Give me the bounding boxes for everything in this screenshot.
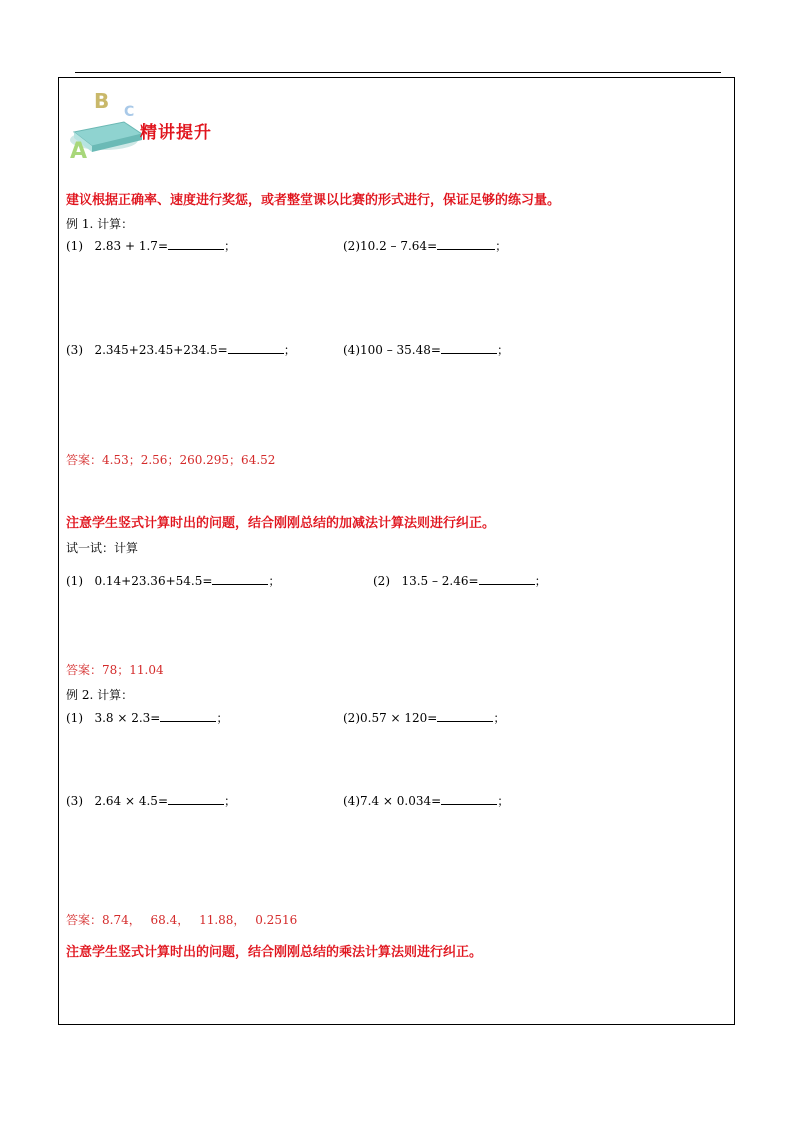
answer-blank[interactable] (168, 793, 224, 805)
item-end: ； (216, 711, 229, 725)
item-number: (3) (66, 343, 83, 357)
example2-item-2 (343, 709, 505, 726)
example1-item-3 (66, 341, 296, 358)
example1-item-4 (343, 341, 509, 358)
example1-title: 例 1. 计算： (66, 217, 134, 231)
item-number: (4) (343, 343, 360, 357)
answer-blank[interactable] (479, 573, 535, 585)
tryit-title: 试一试：计算 (66, 541, 139, 555)
item-end: ； (283, 343, 296, 357)
svg-text:A: A (70, 139, 88, 160)
item-end: ； (224, 239, 237, 253)
item-number: (2) (343, 711, 360, 725)
item-end: ； (497, 794, 510, 808)
answer-blank[interactable] (168, 238, 224, 250)
example1-item-1 (66, 237, 236, 254)
tryit-item-1 (66, 572, 280, 589)
item-expression: 0.57 × 120= (360, 711, 438, 725)
item-end: ； (493, 711, 506, 725)
item-expression: 3.8 × 2.3= (94, 711, 161, 725)
answer-blank[interactable] (160, 710, 216, 722)
section-title: 精讲提升 (140, 123, 212, 143)
example2-item-1 (66, 709, 228, 726)
example2-item-4 (343, 792, 509, 809)
multiplication-note: 注意学生竖式计算时出的问题，结合刚刚总结的乘法计算法则进行纠正。 (66, 945, 483, 960)
content-frame (58, 77, 735, 1025)
item-expression: 13.5 – 2.46= (401, 574, 479, 588)
item-number: (2) (343, 239, 360, 253)
item-expression: 7.4 × 0.034= (360, 794, 442, 808)
answer-blank[interactable] (212, 573, 268, 585)
abc-book-logo-icon (66, 88, 146, 160)
item-end: ； (495, 239, 508, 253)
answer-blank[interactable] (441, 793, 497, 805)
svg-text:C: C (124, 104, 135, 120)
item-expression: 0.14+23.36+54.5= (94, 574, 213, 588)
item-expression: 10.2 – 7.64= (360, 239, 438, 253)
item-expression: 100 – 35.48= (360, 343, 441, 357)
answer-blank[interactable] (228, 342, 284, 354)
item-number: (1) (66, 711, 83, 725)
answer-blank[interactable] (441, 342, 497, 354)
item-number: (1) (66, 574, 83, 588)
intro-note: 建议根据正确率、速度进行奖惩，或者整堂课以比赛的形式进行，保证足够的练习量。 (66, 193, 561, 208)
item-end: ； (224, 794, 237, 808)
tryit-answer: 答案：78；11.04 (66, 663, 164, 677)
item-number: (4) (343, 794, 360, 808)
example1-answer: 答案：4.53；2.56；260.295；64.52 (66, 453, 276, 467)
addition-note: 注意学生竖式计算时出的问题，结合刚刚总结的加减法计算法则进行纠正。 (66, 516, 496, 531)
item-expression: 2.64 × 4.5= (94, 794, 168, 808)
item-number: (3) (66, 794, 83, 808)
item-expression: 2.345+23.45+234.5= (94, 343, 228, 357)
item-end: ； (268, 574, 281, 588)
item-end: ； (496, 343, 509, 357)
example2-item-3 (66, 792, 236, 809)
item-number: (2) (373, 574, 390, 588)
item-number: (1) (66, 239, 83, 253)
example1-item-2 (343, 237, 507, 254)
answer-blank[interactable] (437, 238, 495, 250)
item-expression: 2.83 + 1.7= (94, 239, 168, 253)
answer-blank[interactable] (437, 710, 493, 722)
example2-title: 例 2. 计算： (66, 688, 134, 702)
tryit-item-2 (373, 572, 547, 589)
example2-answer: 答案：8.74， 68.4， 11.88， 0.2516 (66, 913, 298, 927)
header-rule (75, 72, 721, 73)
item-end: ； (534, 574, 547, 588)
svg-text:B: B (94, 89, 110, 113)
